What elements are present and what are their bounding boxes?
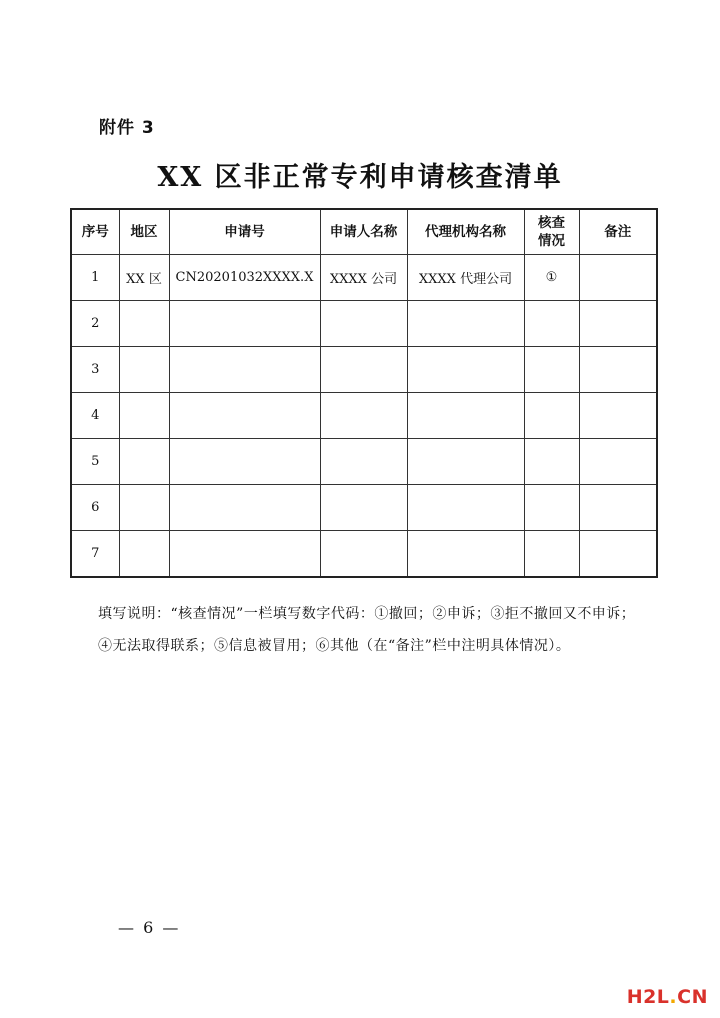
cell-check-status [524, 439, 579, 485]
cell-region [119, 531, 169, 578]
table-row [71, 255, 657, 301]
table-header-row [71, 209, 657, 255]
col-header-remarks: 备注 [579, 209, 657, 255]
cell-agency [407, 531, 524, 578]
cell-check-status [524, 301, 579, 347]
cell-applicant [320, 531, 407, 578]
site-watermark [627, 986, 708, 1008]
cell-region [119, 347, 169, 393]
cell-application-number [169, 393, 320, 439]
cell-applicant [320, 439, 407, 485]
col-header-index: 序号 [71, 209, 119, 255]
cell-remarks [579, 531, 657, 578]
cell-index: 4 [71, 393, 119, 439]
cell-agency: XXXX 代理公司 [407, 255, 524, 301]
col-header-applicant: 申请人名称 [320, 209, 407, 255]
watermark-tld: CN [677, 986, 708, 1008]
cell-check-status [524, 393, 579, 439]
cell-index: 1 [71, 255, 119, 301]
filling-instructions [98, 598, 638, 662]
cell-region: XX 区 [119, 255, 169, 301]
cell-index: 6 [71, 485, 119, 531]
page-number: — 6 — [118, 918, 181, 937]
cell-remarks [579, 439, 657, 485]
filling-instructions-text: 填写说明：“核查情况”一栏填写数字代码：①撤回；②申诉；③拒不撤回又不申诉；④无法取得联系；⑤信息被冒用；⑥其他（在“备注”栏中注明具体情况）。 [98, 606, 636, 654]
cell-check-status [524, 531, 579, 578]
cell-region [119, 439, 169, 485]
cell-applicant [320, 347, 407, 393]
col-header-agency: 代理机构名称 [407, 209, 524, 255]
cell-agency [407, 485, 524, 531]
col-header-application-number: 申请号 [169, 209, 320, 255]
cell-index: 2 [71, 301, 119, 347]
cell-applicant [320, 301, 407, 347]
cell-remarks [579, 485, 657, 531]
table-row [71, 485, 657, 531]
cell-region [119, 301, 169, 347]
cell-index: 3 [71, 347, 119, 393]
col-header-region: 地区 [119, 209, 169, 255]
cell-applicant [320, 393, 407, 439]
table-row [71, 531, 657, 578]
table-row [71, 301, 657, 347]
cell-application-number [169, 531, 320, 578]
attachment-label: 附件 3 [99, 118, 155, 138]
cell-check-status: ① [524, 255, 579, 301]
cell-application-number [169, 347, 320, 393]
cell-index: 7 [71, 531, 119, 578]
cell-application-number: CN20201032XXXX.X [169, 255, 320, 301]
cell-agency [407, 393, 524, 439]
watermark-brand: H2L [626, 986, 670, 1008]
cell-region [119, 393, 169, 439]
col-header-check-status: 核查情况 [524, 209, 579, 255]
watermark-dot: . [669, 986, 678, 1008]
cell-applicant [320, 485, 407, 531]
cell-remarks [579, 393, 657, 439]
cell-remarks [579, 301, 657, 347]
cell-check-status [524, 485, 579, 531]
cell-agency [407, 439, 524, 485]
page-title: XX 区非正常专利申请核查清单 [157, 162, 563, 193]
check-list-table [70, 208, 658, 578]
table-row [71, 393, 657, 439]
cell-application-number [169, 301, 320, 347]
table-row [71, 347, 657, 393]
cell-remarks [579, 255, 657, 301]
cell-check-status [524, 347, 579, 393]
cell-region [119, 485, 169, 531]
cell-agency [407, 301, 524, 347]
table-row [71, 439, 657, 485]
cell-index: 5 [71, 439, 119, 485]
cell-remarks [579, 347, 657, 393]
cell-agency [407, 347, 524, 393]
cell-applicant: XXXX 公司 [320, 255, 407, 301]
cell-application-number [169, 485, 320, 531]
cell-application-number [169, 439, 320, 485]
